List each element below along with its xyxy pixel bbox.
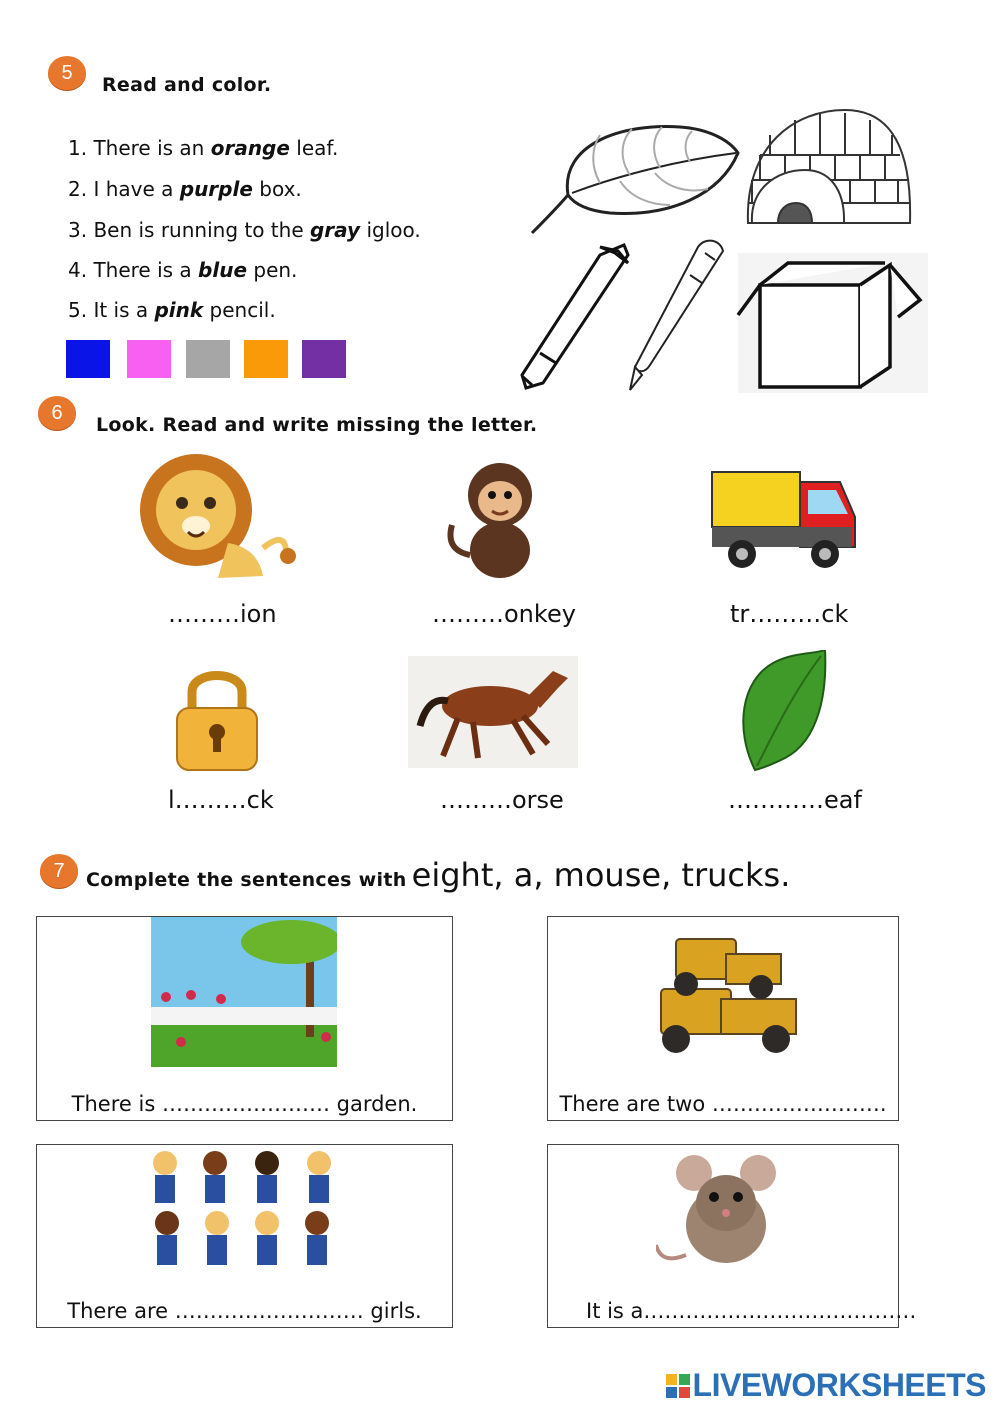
swatch-pink[interactable]	[127, 340, 171, 378]
logo-grid-icon	[666, 1374, 690, 1398]
word-horse[interactable]: ………orse	[440, 786, 564, 814]
liveworksheets-logo	[666, 1367, 986, 1404]
sentence-4: 4. There is a blue pen.	[68, 258, 298, 282]
box-drawing[interactable]	[738, 253, 928, 393]
section-7-badge: 7	[40, 854, 78, 888]
trucks-picture	[646, 929, 804, 1059]
garden-picture	[151, 917, 337, 1067]
pen-drawing[interactable]	[630, 241, 723, 390]
horse-picture	[408, 656, 578, 768]
section-5-badge: 5	[48, 56, 86, 90]
sentence-box-trucks	[547, 916, 899, 1121]
swatch-gray[interactable]	[186, 340, 230, 378]
logo-text: LIVEWORKSHEETS	[692, 1367, 986, 1403]
sentence-2: 2. I have a purple box.	[68, 177, 302, 201]
section-6-badge: 6	[38, 396, 76, 430]
sentence-box-girls	[36, 1144, 453, 1328]
sentence-3: 3. Ben is running to the gray igloo.	[68, 218, 421, 242]
igloo-drawing[interactable]	[748, 110, 910, 223]
pencil-drawing[interactable]	[522, 245, 628, 388]
sentence-5: 5. It is a pink pencil.	[68, 298, 276, 322]
sentence-box-mouse	[547, 1144, 917, 1328]
word-truck[interactable]: tr………ck	[730, 600, 849, 628]
truck-picture	[710, 462, 860, 577]
swatch-blue[interactable]	[66, 340, 110, 378]
lock-picture	[172, 660, 262, 775]
sentence-1: 1. There is an orange leaf.	[68, 136, 339, 160]
word-monkey[interactable]: ………onkey	[432, 600, 576, 628]
swatch-purple[interactable]	[302, 340, 346, 378]
word-lion[interactable]: ………ion	[168, 600, 277, 628]
mouse-sentence[interactable]: It is a…………………………………	[586, 1299, 917, 1323]
girls-picture	[145, 1145, 345, 1277]
leaf-drawing[interactable]	[532, 127, 738, 233]
trucks-sentence[interactable]: There are two …………………….	[559, 1092, 887, 1116]
section-7-word-bank: eight, a, mouse, trucks.	[411, 856, 791, 894]
mouse-picture	[656, 1145, 786, 1275]
section-6-heading: Look. Read and write missing the letter.	[96, 414, 538, 436]
word-lock[interactable]: l………ck	[168, 786, 274, 814]
coloring-pictures	[520, 105, 940, 400]
lion-picture	[138, 448, 298, 583]
green-leaf-picture	[735, 650, 830, 772]
monkey-picture	[440, 455, 560, 580]
section-5-heading: Read and color.	[102, 74, 272, 96]
girls-sentence[interactable]: There are ……………………… girls.	[67, 1299, 422, 1323]
section-7-heading	[86, 856, 790, 894]
garden-sentence[interactable]: There is …………………… garden.	[71, 1092, 418, 1116]
section-7-heading-instruction: Complete the sentences with	[86, 869, 407, 891]
sentence-box-garden	[36, 916, 453, 1121]
swatch-orange[interactable]	[244, 340, 288, 378]
word-leaf[interactable]: …………eaf	[728, 786, 862, 814]
